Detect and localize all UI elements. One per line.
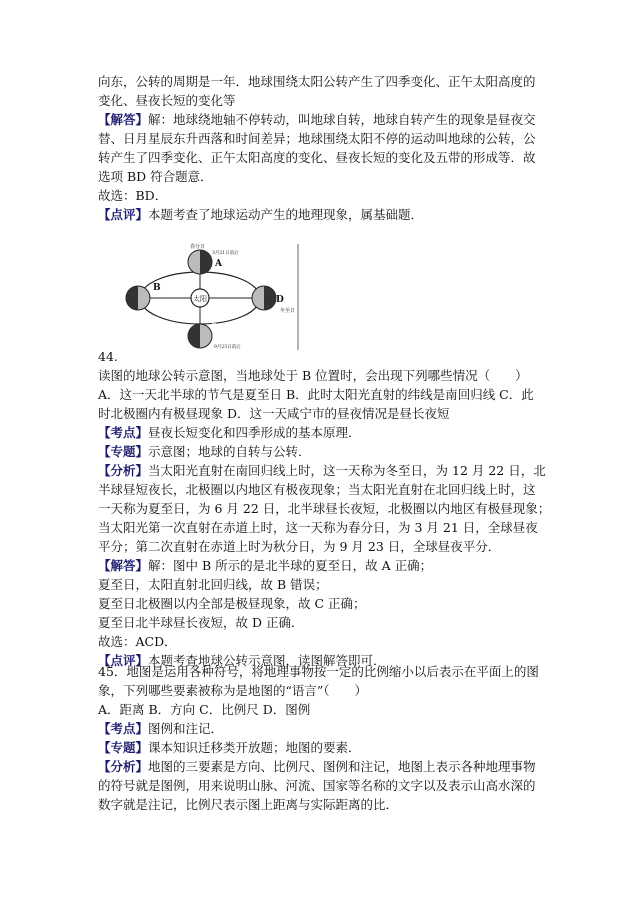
text-line: 向东，公转的周期是一年．地球围绕太阳公转产生了四季变化、正午太阳高度的 — [98, 74, 536, 89]
date-label: 9月23日前后 — [214, 345, 241, 350]
zhuanti-text: 课本知识迁移类开放题；地图的要素． — [148, 740, 361, 755]
fenxi-text: 地图的三要素是方向、比例尺、图例和注记，地图上表示各种地理事物 — [148, 759, 536, 774]
answer-line: 故选：BD． — [98, 188, 168, 203]
fenxi-text: 当太阳光直射在南回归线上时，这一天称为冬至日，为 12 月 22 日，北 — [148, 463, 546, 478]
text-line: 夏至日北半球昼长夜短，故 D 正确． — [98, 615, 304, 630]
earth-c — [188, 323, 241, 350]
kaodian-text: 图例和注记． — [148, 721, 224, 736]
text-line: 夏至日，太阳直射北回归线，故 B 错误； — [98, 577, 328, 592]
zhuanti-line — [98, 738, 558, 757]
fenxi-tag: 【分析】 — [98, 759, 149, 774]
text-line: 一天称为夏至日，为 6 月 22 日，北半球昼长夜短，北极圈以内地区有极昼现象； — [98, 501, 551, 516]
kaodian-line — [98, 423, 558, 442]
dianping-tag: 【点评】 — [98, 207, 149, 222]
jieda-tag: 【解答】 — [98, 112, 149, 127]
question-stem: 45．地图是运用各种符号，将地理事物按一定的比例缩小以后表示在平面上的图 — [98, 664, 539, 679]
jieda-text: 解：地球绕地轴不停转动，叫地球自转，地球自转产生的现象是昼夜交 — [148, 112, 536, 127]
jieda-line — [98, 110, 558, 129]
fenxi-line — [98, 461, 558, 480]
earth-orbit-diagram — [118, 242, 304, 352]
text-line: 当太阳光第一次直射在赤道上时，这一天称为春分日，为 3 月 21 日，全球昼夜 — [98, 520, 538, 535]
jieda-text: 解：图中 B 所示的是北半球的夏至日，故 A 正确； — [148, 558, 433, 573]
options-line: A．距离 B．方向 C．比例尺 D．图例 — [98, 702, 311, 717]
kaodian-text: 昼夜长短变化和四季形成的基本原理． — [148, 425, 361, 440]
question-45 — [98, 662, 558, 814]
question-stem: 读图的地球公转示意图，当地球处于 B 位置时，会出现下列哪些情况（ ） — [98, 368, 528, 383]
text-line: 半球昼短夜长，北极圈以内地区有极夜现象；当太阳光直射在北回归线上时，这 — [98, 482, 536, 497]
zhuanti-line — [98, 442, 558, 461]
kaodian-line — [98, 719, 558, 738]
jieda-line — [98, 556, 558, 575]
sun-label: 太阳 — [193, 295, 207, 303]
previous-question-section — [98, 72, 558, 224]
answer-line: 故选：ACD． — [98, 634, 177, 649]
dianping-text: 本题考查了地球运动产生的地理现象，属基础题． — [148, 207, 424, 222]
date-label: 3月21日前后 — [212, 251, 239, 256]
label-d: D — [276, 295, 284, 305]
options-line: A．这一天北半球的节气是夏至日 B．此时太阳光直射的纬线是南回归线 C．此 — [98, 387, 534, 402]
earth-d — [252, 286, 295, 314]
kaodian-tag: 【考点】 — [98, 425, 149, 440]
label-a: A — [215, 259, 222, 269]
earth-b — [126, 283, 161, 310]
dianping-tag: 【点评】 — [98, 653, 149, 668]
text-line: 数字就是注记，比例尺表示图上距离与实际距离的比． — [98, 797, 399, 812]
fenxi-tag: 【分析】 — [98, 463, 149, 478]
dianping-text: 本题考查地球公转示意图，读图解答即可． — [148, 653, 386, 668]
label-b: B — [153, 283, 161, 293]
text-line: 替、日月星辰东升西落和时间差异；地球围绕太阳不停的运动叫地球的公转，公 — [98, 131, 536, 146]
dianping-line — [98, 205, 558, 224]
label-c: C — [210, 323, 218, 333]
question-number: 44. — [98, 349, 118, 364]
date-label: 春分日 — [190, 244, 206, 250]
fenxi-line — [98, 757, 558, 776]
date-label: 冬至日 — [280, 308, 296, 314]
text-line: 夏至日北极圈以内全部是极昼现象，故 C 正确； — [98, 596, 366, 611]
jieda-tag: 【解答】 — [98, 558, 149, 573]
text-line: 变化、昼夜长短的变化等 — [98, 93, 236, 108]
zhuanti-text: 示意图；地球的自转与公转． — [148, 444, 311, 459]
kaodian-tag: 【考点】 — [98, 721, 149, 736]
options-line: 时北极圈内有极昼现象 D．这一天咸宁市的昼夜情况是昼长夜短 — [98, 406, 450, 421]
zhuanti-tag: 【专题】 — [98, 740, 149, 755]
text-line: 的符号就是图例，用来说明山脉、河流、国家等名称的文字以及表示山高水深的 — [98, 778, 536, 793]
question-stem: 象，下列哪些要素被称为是地图的“语言”（ ） — [98, 683, 368, 698]
question-44 — [98, 347, 558, 670]
text-line: 选项 BD 符合题意． — [98, 169, 213, 184]
text-line: 转产生了四季变化、正午太阳高度的变化、昼夜长短的变化及五带的形成等．故 — [98, 150, 536, 165]
earth-a — [188, 243, 239, 274]
orbit-svg — [118, 242, 304, 352]
zhuanti-tag: 【专题】 — [98, 444, 149, 459]
text-line: 平分；第二次直射在赤道上时为秋分日，为 9 月 23 日，全球昼夜平分． — [98, 539, 501, 554]
